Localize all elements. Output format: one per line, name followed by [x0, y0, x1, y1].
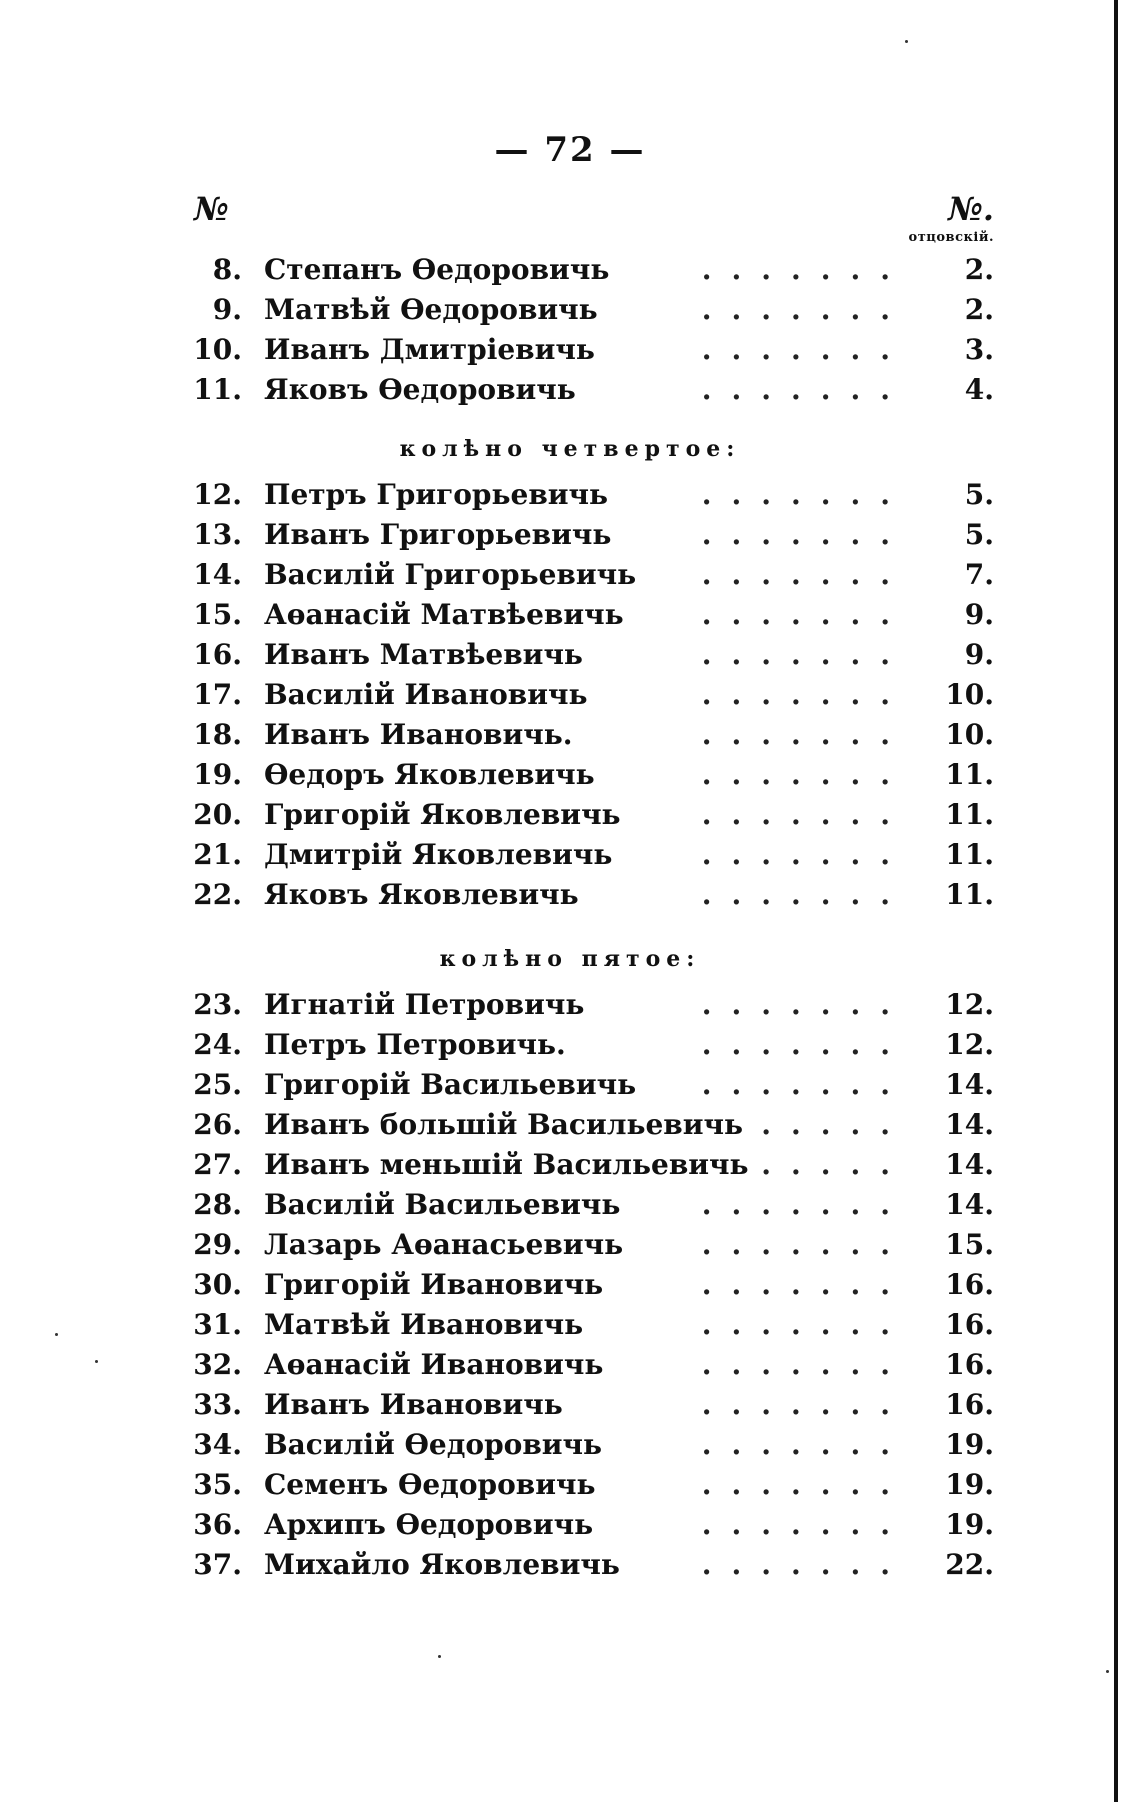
scan-speck	[1106, 1670, 1109, 1673]
entry-number: 20.	[193, 798, 242, 831]
dot-leaders: .......	[701, 373, 910, 406]
entry-father-ref: 4.	[964, 373, 994, 406]
entry-father-ref: 14.	[945, 1108, 994, 1141]
dot-leaders: .......	[701, 988, 910, 1021]
entry-father-ref: 11.	[945, 758, 994, 791]
entry-name: Петръ Григорьевичь	[264, 478, 609, 511]
entry-number: 27.	[193, 1148, 242, 1181]
entry-father-ref: 9.	[964, 598, 994, 631]
entry-number: 25.	[193, 1068, 242, 1101]
entry-number: 16.	[193, 638, 242, 671]
list-item	[0, 875, 1140, 915]
dot-leaders: .......	[701, 253, 910, 286]
dot-leaders: .......	[701, 1388, 910, 1421]
entry-name: Михайло Яковлевичь	[264, 1548, 620, 1581]
list-item	[0, 755, 1140, 795]
entry-name: Семенъ Өедоровичь	[264, 1468, 596, 1501]
dot-leaders: .......	[701, 678, 910, 711]
entry-name: Яковъ Яковлевичь	[264, 878, 579, 911]
entry-father-ref: 9.	[964, 638, 994, 671]
dot-leaders: .......	[701, 1508, 910, 1541]
entry-father-ref: 16.	[945, 1348, 994, 1381]
dot-leaders: .......	[701, 518, 910, 551]
entry-number: 33.	[193, 1388, 242, 1421]
list-item	[0, 330, 1140, 370]
entry-name: Игнатій Петровичь	[264, 988, 585, 1021]
dot-leaders: .......	[701, 293, 910, 326]
list-item	[0, 1305, 1140, 1345]
scan-speck	[95, 1360, 98, 1363]
entry-name: Лазарь Аөанасьевичь	[264, 1228, 624, 1261]
list-item	[0, 1545, 1140, 1585]
entry-father-ref: 3.	[964, 333, 994, 366]
entry-father-ref: 14.	[945, 1148, 994, 1181]
entry-number: 31.	[193, 1308, 242, 1341]
list-item	[0, 1025, 1140, 1065]
list-item	[0, 555, 1140, 595]
entry-number: 14.	[193, 558, 242, 591]
list-item	[0, 290, 1140, 330]
entry-father-ref: 12.	[945, 1028, 994, 1061]
entry-name: Иванъ Дмитріевичь	[264, 333, 595, 366]
entry-father-ref: 22.	[945, 1548, 994, 1581]
column-header-number: №	[194, 190, 229, 228]
entry-name: Иванъ меньшій Васильевичь	[264, 1148, 749, 1181]
column-header-father-number: №.	[948, 190, 994, 228]
entry-number: 35.	[193, 1468, 242, 1501]
dot-leaders: .......	[701, 1028, 910, 1061]
entry-father-ref: 10.	[945, 718, 994, 751]
list-item	[0, 1105, 1140, 1145]
column-header-father-label: отцовскій.	[908, 230, 994, 245]
page-number: — 72 —	[494, 130, 646, 170]
list-item	[0, 1185, 1140, 1225]
dot-leaders: .......	[701, 1428, 910, 1461]
list-item	[0, 1505, 1140, 1545]
entry-number: 26.	[193, 1108, 242, 1141]
entry-number: 8.	[212, 253, 242, 286]
dot-leaders: .......	[701, 1268, 910, 1301]
dot-leaders: .....	[761, 1108, 910, 1141]
entry-number: 37.	[193, 1548, 242, 1581]
entry-number: 18.	[193, 718, 242, 751]
entry-father-ref: 14.	[945, 1188, 994, 1221]
entry-name: Василій Өедоровичь	[264, 1428, 603, 1461]
dot-leaders: .......	[701, 478, 910, 511]
entry-father-ref: 5.	[964, 478, 994, 511]
list-item	[0, 675, 1140, 715]
entry-number: 36.	[193, 1508, 242, 1541]
dot-leaders: .......	[701, 1348, 910, 1381]
entry-number: 21.	[193, 838, 242, 871]
entry-number: 32.	[193, 1348, 242, 1381]
entry-father-ref: 12.	[945, 988, 994, 1021]
scan-speck	[905, 40, 908, 43]
entry-name: Иванъ Ивановичь.	[264, 718, 573, 751]
entry-father-ref: 11.	[945, 838, 994, 871]
list-item	[0, 515, 1140, 555]
entry-number: 10.	[193, 333, 242, 366]
entry-name: Василій Григорьевичь	[264, 558, 637, 591]
entry-father-ref: 2.	[964, 293, 994, 326]
entry-number: 17.	[193, 678, 242, 711]
entry-number: 11.	[193, 373, 242, 406]
list-item	[0, 475, 1140, 515]
list-item	[0, 1145, 1140, 1185]
entry-number: 24.	[193, 1028, 242, 1061]
list-item	[0, 1465, 1140, 1505]
entry-name: Архипъ Өедоровичь	[264, 1508, 594, 1541]
entry-name: Григорій Васильевичь	[264, 1068, 637, 1101]
entry-number: 29.	[193, 1228, 242, 1261]
entry-father-ref: 7.	[964, 558, 994, 591]
dot-leaders: .......	[701, 838, 910, 871]
entry-father-ref: 10.	[945, 678, 994, 711]
dot-leaders: .......	[701, 333, 910, 366]
entry-father-ref: 14.	[945, 1068, 994, 1101]
entry-number: 12.	[193, 478, 242, 511]
entry-name: Яковъ Өедоровичь	[264, 373, 576, 406]
entry-number: 9.	[212, 293, 242, 326]
entry-name: Григорій Яковлевичь	[264, 798, 621, 831]
entry-father-ref: 15.	[945, 1228, 994, 1261]
dot-leaders: .......	[701, 758, 910, 791]
dot-leaders: .......	[701, 878, 910, 911]
entry-father-ref: 2.	[964, 253, 994, 286]
entry-name: Дмитрій Яковлевичь	[264, 838, 613, 871]
entry-name: Матвѣй Өедоровичь	[264, 293, 598, 326]
entry-number: 34.	[193, 1428, 242, 1461]
list-item	[0, 1425, 1140, 1465]
entry-father-ref: 11.	[945, 878, 994, 911]
entry-name: Степанъ Өедоровичь	[264, 253, 610, 286]
entry-father-ref: 16.	[945, 1308, 994, 1341]
list-item	[0, 635, 1140, 675]
entry-name: Өедоръ Яковлевичь	[264, 758, 595, 791]
list-item	[0, 985, 1140, 1025]
dot-leaders: .......	[701, 798, 910, 831]
entry-name: Иванъ Матвѣевичь	[264, 638, 583, 671]
entry-name: Иванъ большій Васильевичь	[264, 1108, 744, 1141]
entry-name: Григорій Ивановичь	[264, 1268, 604, 1301]
entry-number: 13.	[193, 518, 242, 551]
list-item	[0, 370, 1140, 410]
list-item	[0, 1225, 1140, 1265]
list-item	[0, 835, 1140, 875]
entry-father-ref: 19.	[945, 1428, 994, 1461]
entry-name: Аөанасій Матвѣевичь	[264, 598, 624, 631]
dot-leaders: .......	[701, 1548, 910, 1581]
dot-leaders: .......	[701, 1068, 910, 1101]
entry-name: Иванъ Ивановичь	[264, 1388, 563, 1421]
dot-leaders: .......	[701, 558, 910, 591]
entry-name: Аөанасій Ивановичь	[264, 1348, 604, 1381]
entry-number: 28.	[193, 1188, 242, 1221]
list-item	[0, 1265, 1140, 1305]
entry-name: Петръ Петровичь.	[264, 1028, 566, 1061]
entry-father-ref: 11.	[945, 798, 994, 831]
entry-number: 22.	[193, 878, 242, 911]
entry-name: Матвѣй Ивановичь	[264, 1308, 584, 1341]
entry-number: 19.	[193, 758, 242, 791]
dot-leaders: .......	[701, 598, 910, 631]
entry-number: 15.	[193, 598, 242, 631]
entry-father-ref: 5.	[964, 518, 994, 551]
section-heading: колѣно пятое:	[439, 946, 701, 972]
entry-father-ref: 16.	[945, 1268, 994, 1301]
entry-number: 23.	[193, 988, 242, 1021]
entry-number: 30.	[193, 1268, 242, 1301]
entry-name: Иванъ Григорьевичь	[264, 518, 612, 551]
dot-leaders: .......	[701, 1468, 910, 1501]
list-item	[0, 1345, 1140, 1385]
scan-speck	[438, 1655, 441, 1658]
entry-name: Василій Ивановичь	[264, 678, 588, 711]
dot-leaders: .......	[701, 1188, 910, 1221]
entry-father-ref: 19.	[945, 1468, 994, 1501]
entry-father-ref: 16.	[945, 1388, 994, 1421]
list-item	[0, 715, 1140, 755]
section-heading: колѣно четвертое:	[399, 436, 741, 462]
scan-speck	[55, 1333, 58, 1336]
dot-leaders: .......	[701, 718, 910, 751]
dot-leaders: .......	[701, 1308, 910, 1341]
entry-father-ref: 19.	[945, 1508, 994, 1541]
list-item	[0, 1065, 1140, 1105]
entry-name: Василій Васильевичь	[264, 1188, 621, 1221]
dot-leaders: .......	[701, 638, 910, 671]
list-item	[0, 595, 1140, 635]
list-item	[0, 1385, 1140, 1425]
list-item	[0, 250, 1140, 290]
list-item	[0, 795, 1140, 835]
dot-leaders: .....	[761, 1148, 910, 1181]
dot-leaders: .......	[701, 1228, 910, 1261]
